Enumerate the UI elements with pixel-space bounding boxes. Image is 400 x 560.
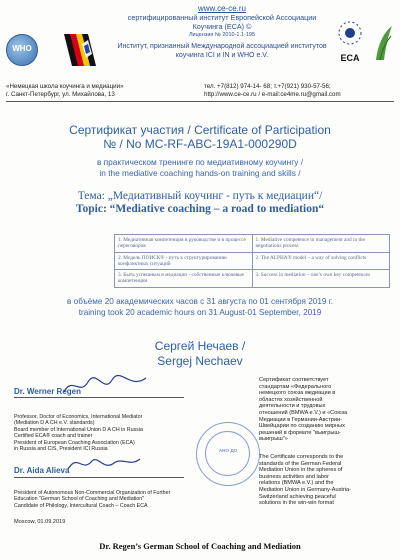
note-line: выигрыш"» xyxy=(259,436,288,443)
signatory-alieva-name: Dr. Aida Alieva xyxy=(14,466,70,475)
signatory-alieva-description xyxy=(14,490,224,509)
standards-note-ru xyxy=(259,377,393,443)
contact-web-email[interactable]: http://www.ce-ce.ru / e-mail:ce4me.ru@gmail.com xyxy=(204,90,341,98)
note-line: Швейцарии по созданию мирных xyxy=(259,423,345,430)
header-url[interactable]: www.ce-ce.ru xyxy=(197,4,246,13)
recipient-name-en: Sergej Nechaev xyxy=(157,353,243,368)
desc-line: (Mediation D A CH e.V. standards) xyxy=(14,420,95,427)
signatory-regen-description xyxy=(14,414,224,452)
note-line: деятельности и трудовых xyxy=(259,403,326,410)
issue-date: Moscow, 01.09.2019 xyxy=(14,519,66,525)
desc-line: Certified ECA® coach and trainer xyxy=(14,433,93,440)
note-line: standards of the German Federal xyxy=(259,460,342,467)
signature-line xyxy=(14,477,184,478)
module-ru: 1. Медиативная компетенция в руководстве и в процессе переговоров xyxy=(115,235,253,253)
module-en: 2. The ALPHA® model – a way of solving conflicts xyxy=(252,252,390,270)
modules-table xyxy=(114,234,390,288)
note-line: solutions in the win-win format xyxy=(259,500,334,507)
note-line: business activities and labor xyxy=(259,473,329,480)
flag-emblem-icon xyxy=(58,30,102,70)
header-license: Лицензия № 2010-1.1-195 xyxy=(188,32,256,39)
desc-line: President of European Coaching Association (ECA) xyxy=(14,439,135,446)
note-line: Mediation Union in Germany-Austria- xyxy=(259,486,352,493)
subtitle-ru: в практическом тренинге по медиативному коучингу / xyxy=(96,157,304,167)
signature-line xyxy=(14,397,184,398)
header-institute-recognition: Институт, признанный Международной ассоциацией институтов коучинга ICI и IN и WHO e.V. xyxy=(117,43,327,59)
table-row xyxy=(115,252,390,270)
topic-ru: Тема: „Медиативный коучинг - путь к медиации“/ xyxy=(77,190,323,202)
eca-stars-icon xyxy=(335,20,365,46)
header-institute: сертифицированный институт Европейской Ассоциации Коучинга (ECA) © xyxy=(127,13,317,31)
who-logo-icon xyxy=(6,34,38,66)
module-ru: 2. Модель ПОИСК® - путь к структурированию конфликтных ситуаций xyxy=(115,252,253,270)
subtitle-en: in the mediative coaching hands-on training and skills / xyxy=(99,167,301,178)
note-line: Сертификат соответствует xyxy=(259,377,329,383)
note-line: Медиации в Германии-Австрии- xyxy=(259,416,342,423)
signatory-regen-name: Dr. Werner Regen xyxy=(14,387,81,396)
desc-line: Board member of International Union D A CH in Russia xyxy=(14,426,143,433)
who-logo-text: WHO xyxy=(12,44,32,53)
volume-en: training took 20 academic hours on 31 August-01 September, 2019 xyxy=(78,307,322,317)
header-divider xyxy=(6,101,394,102)
official-stamp xyxy=(196,422,260,486)
recipient-name-ru: Сергей Нечаев / xyxy=(154,339,246,353)
address-left xyxy=(6,83,206,98)
stamp-inner-ring xyxy=(205,431,250,476)
topic-en: Topic: “Mediative coaching – a road to mediation“ xyxy=(75,203,325,215)
desc-line: in Russia and CIS, President ICI Russia xyxy=(14,446,108,453)
certificate-title-line: Сертификат участия / Certificate of Participation xyxy=(69,123,331,137)
header-center xyxy=(112,4,332,60)
standards-note-en xyxy=(259,454,393,507)
note-line: стандартам «Федерального xyxy=(259,383,332,390)
wing-logo-icon xyxy=(374,24,394,62)
training-topic xyxy=(10,190,390,216)
footer-school-name: Dr. Regen’s German School of Coaching and Mediation xyxy=(99,541,301,551)
note-line: Mediation Union in the spheres of xyxy=(259,467,343,474)
note-line: решений в формате "выигрыш- xyxy=(259,429,341,436)
table-row xyxy=(115,235,390,253)
desc-line: Professor, Doctor of Economics, International Mediator xyxy=(14,414,143,420)
note-line: Switzerland achieving peaceful xyxy=(259,493,336,500)
note-line: The Certificate corresponds to the xyxy=(259,454,344,460)
volume-ru: в объёме 20 академических часов с 31 августа по 01 сентября 2019 г. xyxy=(67,297,333,306)
certificate-title xyxy=(10,123,390,151)
table-row xyxy=(115,270,390,288)
signature-alieva-icon xyxy=(64,451,144,475)
note-line: немецкого союза медиации в xyxy=(259,390,336,397)
training-subtitle xyxy=(10,157,390,178)
certificate-number: № / No MC-RF-ABC-19A1-000290D xyxy=(103,137,297,151)
contact-phone: тел. +7(812) 974-14- 68; т.+7(921) 930-57-56; xyxy=(204,83,331,90)
module-en: 3. Success in mediation – one’s own key competences xyxy=(252,270,390,288)
desc-line: Education "German School of Coaching and Mediation" xyxy=(14,496,145,503)
note-line: отношений (BMWA e.V.) и «Союза xyxy=(259,409,348,416)
note-line: областях хозяйственной xyxy=(259,396,323,403)
desc-line: President of Autonomous Non-Commercial Organization of Further xyxy=(14,490,171,496)
module-ru: 3. Быть успешным в медиации - собственные ключевые компетенции xyxy=(115,270,253,288)
recipient-name xyxy=(10,339,390,368)
eca-logo-text: ECA xyxy=(340,53,360,63)
school-name: «Немецкая школа коучинга и медиации» xyxy=(6,83,124,90)
stamp-text: АНО ДО xyxy=(218,448,238,453)
module-en: 1. Mediative competence in management and in the negotiations process xyxy=(252,235,390,253)
address-right xyxy=(204,83,394,98)
school-address: г. Санкт-Петербург, ул. Михайлова, 13 xyxy=(6,90,115,98)
eca-logo xyxy=(330,20,370,63)
desc-line: Candidate of Philology, Intercultural Coach – Coach ECA xyxy=(14,502,148,509)
training-volume xyxy=(10,297,390,318)
note-line: relations (BMWA e.V.) and the xyxy=(259,480,334,487)
